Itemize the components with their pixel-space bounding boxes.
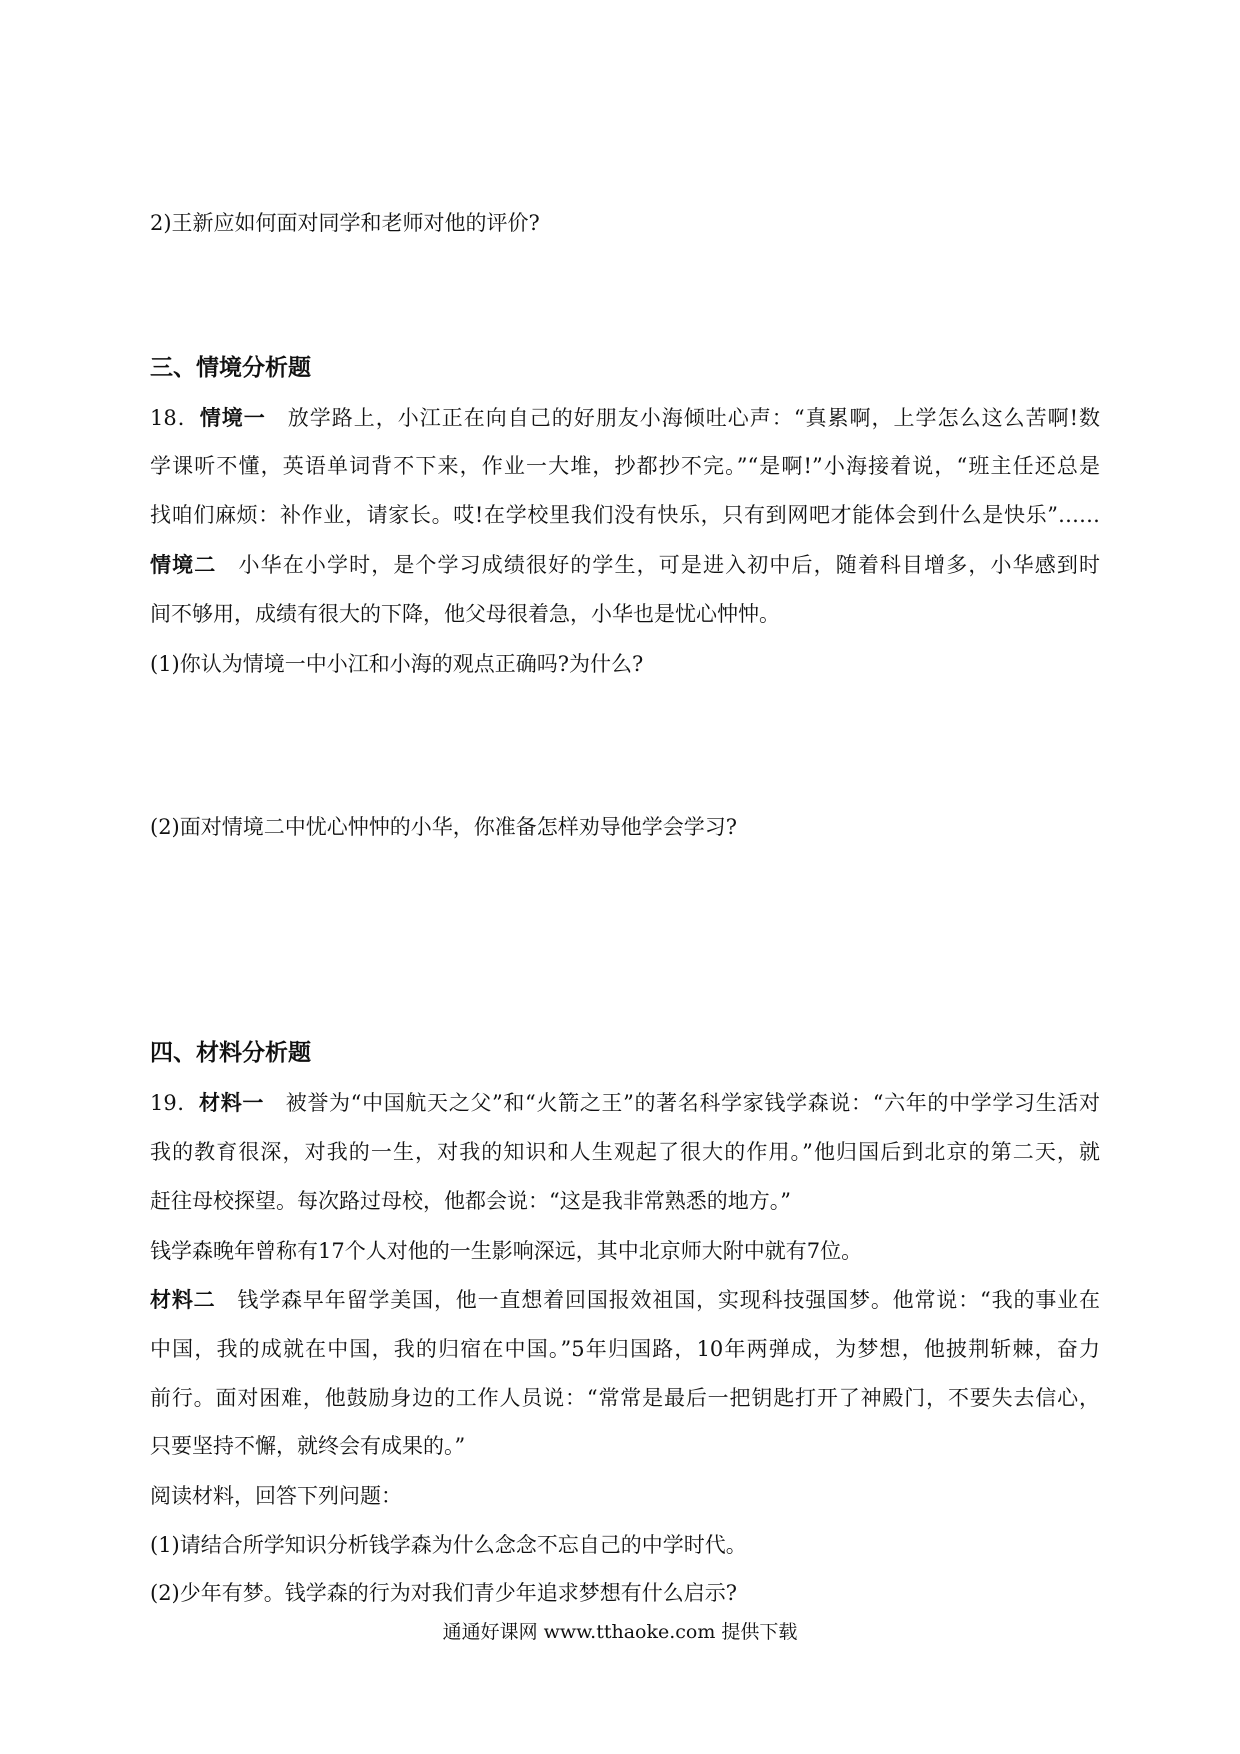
scene-1-label: 情境一 <box>199 406 266 430</box>
scene-1-text: 放学路上，小江正在向自己的好朋友小海倾吐心声：“真累啊，上学怎么这么苦啊!数 <box>287 406 1101 430</box>
question-19-line-8: 只要坚持不懈，就终会有成果的。” <box>150 1434 466 1458</box>
question-19-line-5 <box>150 1285 1100 1315</box>
page-footer: 通通好课网 www.tthaoke.com 提供下载 <box>442 1621 798 1643</box>
section-4-heading: 四、材料分析题 <box>150 1040 311 1066</box>
material-2-text: 钱学森早年留学美国，他一直想着回国报效祖国，实现科技强国梦。他常说：“我的事业在 <box>237 1288 1100 1312</box>
question-18-line-2: 学课听不懂，英语单词背不下来，作业一大堆，抄都抄不完。”“是啊!”小海接着说，“班主任还总是 <box>150 454 1100 478</box>
question-19-line-6: 中国，我的成就在中国，我的归宿在中国。”5年归国路，10年两弹成，为梦想，他披荆斩棘，奋力 <box>150 1337 1100 1361</box>
question-18-sub-1: (1)你认为情境一中小江和小海的观点正确吗?为什么? <box>150 652 644 676</box>
material-1-text: 被誉为“中国航天之父”和“火箭之王”的著名科学家钱学森说：“六年的中学学习生活对 <box>285 1091 1101 1115</box>
question-19-sub-1: (1)请结合所学知识分析钱学森为什么念念不忘自己的中学时代。 <box>150 1533 747 1557</box>
question-19-sub-2: (2)少年有梦。钱学森的行为对我们青少年追求梦想有什么启示? <box>150 1581 738 1605</box>
question-19-line-7: 前行。面对困难，他鼓励身边的工作人员说：“常常是最后一把钥匙打开了神殿门，不要失去信心， <box>150 1386 1100 1410</box>
question-19-line-3: 赶往母校探望。每次路过母校，他都会说：“这是我非常熟悉的地方。” <box>150 1189 791 1213</box>
question-18-number: 18． <box>150 406 200 430</box>
question-19-line-1 <box>150 1088 1100 1118</box>
question-19-instruction: 阅读材料，回答下列问题： <box>150 1484 402 1508</box>
scene-2-text: 小华在小学时，是个学习成绩很好的学生，可是进入初中后，随着科目增多，小华感到时 <box>238 553 1101 577</box>
question-18-line-4 <box>150 550 1100 580</box>
question-18-line-3: 找咱们麻烦：补作业，请家长。哎!在学校里我们没有快乐，只有到网吧才能体会到什么是快乐”…… <box>150 503 1100 527</box>
question-17-sub-2: 2)王新应如何面对同学和老师对他的评价? <box>150 211 540 235</box>
material-2-label: 材料二 <box>150 1288 216 1312</box>
question-18-line-1 <box>150 403 1100 433</box>
scene-2-label: 情境二 <box>150 553 217 577</box>
section-3-heading: 三、情境分析题 <box>150 355 311 381</box>
question-19-line-4: 钱学森晚年曾称有17个人对他的一生影响深远，其中北京师大附中就有7位。 <box>150 1239 863 1263</box>
material-1-label: 材料一 <box>199 1091 265 1115</box>
question-18-sub-2: (2)面对情境二中忧心忡忡的小华，你准备怎样劝导他学会学习? <box>150 815 738 839</box>
question-19-line-2: 我的教育很深，对我的一生，对我的知识和人生观起了很大的作用。”他归国后到北京的第二天，就 <box>150 1140 1100 1164</box>
question-19-number: 19． <box>150 1091 200 1115</box>
question-18-line-5: 间不够用，成绩有很大的下降，他父母很着急，小华也是忧心忡忡。 <box>150 602 780 626</box>
